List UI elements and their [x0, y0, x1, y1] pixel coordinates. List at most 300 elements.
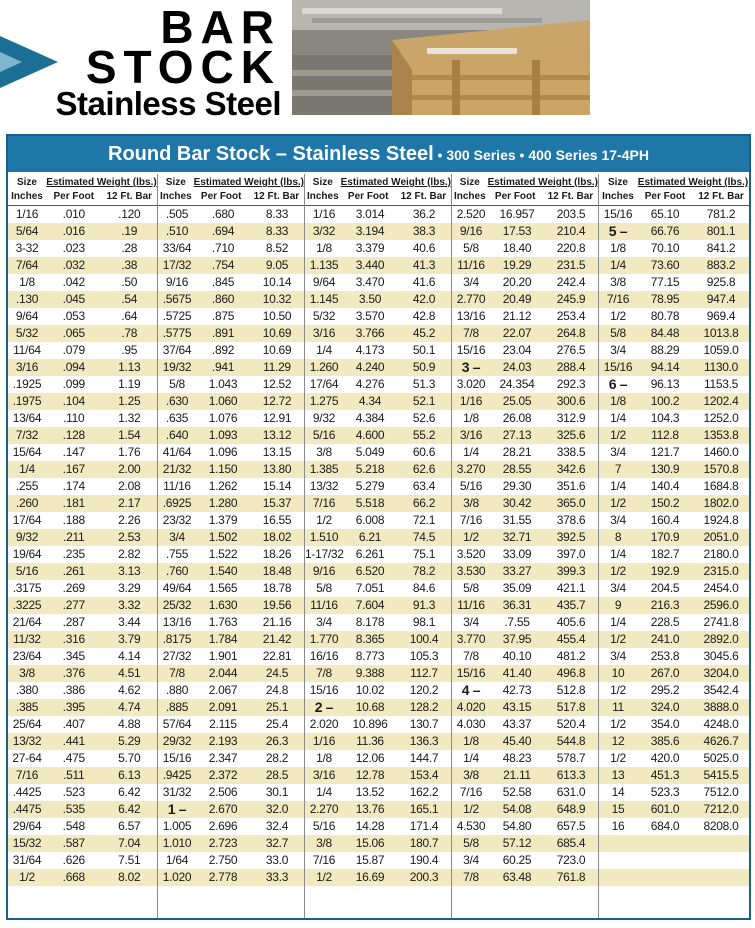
- size-cell: 3/16: [459, 428, 483, 442]
- bar-weight-cell: 15.14: [262, 479, 292, 493]
- table-row: [599, 427, 749, 444]
- bar-weight-cell: .38: [121, 258, 138, 272]
- table-row: [599, 461, 749, 478]
- size-cell: 17/64: [309, 377, 339, 391]
- size-header: [599, 176, 637, 205]
- per-foot-cell: 18.40: [502, 241, 532, 255]
- table-row: [599, 410, 749, 427]
- size-cell: 9: [614, 598, 622, 612]
- size-cell: 11/16: [457, 598, 485, 612]
- table-row: [305, 325, 451, 342]
- table-row: [452, 529, 598, 546]
- warehouse-crates-image: [292, 0, 590, 115]
- size-cell: 5/8: [316, 581, 332, 595]
- bar-weight-cell: 761.8: [556, 870, 586, 884]
- table-row: [8, 682, 157, 699]
- size-cell: 1/4: [316, 343, 332, 357]
- bar-weight-cell: 18.48: [262, 564, 292, 578]
- bar-weight-cell: 25.4: [265, 717, 289, 731]
- table-row: [158, 869, 304, 886]
- table-row: [305, 699, 451, 716]
- size-cell: 4 –: [461, 682, 481, 698]
- table-row: [452, 597, 598, 614]
- table-row: [599, 308, 749, 325]
- per-foot-cell: .386: [62, 683, 85, 697]
- size-cell: .260: [15, 496, 39, 510]
- bar-weight-cell: 30.1: [265, 785, 289, 799]
- bar-weight-cell: 517.8: [556, 700, 586, 714]
- bar-weight-cell: 3204.0: [703, 666, 739, 680]
- table-row: [305, 257, 451, 274]
- per-foot-cell: 2.044: [208, 666, 238, 680]
- per-foot-cell: 5.279: [355, 479, 385, 493]
- per-foot-cell: 1.096: [208, 445, 238, 459]
- bar-weight-cell: 13.80: [262, 462, 292, 476]
- table-row: [452, 631, 598, 648]
- per-foot-cell: 43.15: [502, 700, 532, 714]
- size-label: Size: [16, 177, 37, 188]
- table-row: [305, 223, 451, 240]
- size-cell: 10: [611, 666, 625, 680]
- per-foot-cell: 8.773: [355, 649, 385, 663]
- bar-weight-cell: 2454.0: [703, 581, 739, 595]
- column-header: [305, 174, 451, 206]
- table-row: [158, 733, 304, 750]
- per-foot-cell: 45.40: [502, 734, 532, 748]
- size-cell: 1/16: [459, 394, 483, 408]
- size-cell: 1/2: [610, 717, 626, 731]
- bar-weight-cell: 7212.0: [703, 802, 739, 816]
- table-row: [158, 835, 304, 852]
- per-foot-cell: 41.40: [502, 666, 532, 680]
- per-foot-cell: .523: [62, 785, 85, 799]
- bar-weight-cell: 1153.5: [703, 377, 738, 391]
- size-cell: .3175: [12, 581, 42, 595]
- table-row: [305, 801, 451, 818]
- size-cell: 1/16: [312, 734, 336, 748]
- size-header: [8, 176, 46, 205]
- size-cell: 3.020: [456, 377, 486, 391]
- bar-weight-cell: 8.02: [118, 870, 141, 884]
- per-foot-cell: 30.42: [502, 496, 532, 510]
- table-row: [452, 818, 598, 835]
- size-cell: 31/32: [162, 785, 192, 799]
- size-cell: 3/16: [312, 326, 336, 340]
- bar-weight-cell: 12.72: [262, 394, 292, 408]
- per-foot-label: Per Foot: [347, 191, 389, 202]
- table-row: [305, 852, 451, 869]
- size-cell: 17/64: [12, 513, 42, 527]
- table-row: [599, 257, 749, 274]
- per-foot-cell: .941: [211, 360, 235, 374]
- table-row: [158, 342, 304, 359]
- bar-weight-cell: 41.3: [412, 258, 436, 272]
- size-cell: 1/2: [19, 870, 35, 884]
- per-foot-cell: 42.73: [502, 683, 532, 697]
- size-cell: 5/8: [463, 836, 479, 850]
- table-row: [599, 699, 749, 716]
- size-cell: 15/64: [12, 445, 42, 459]
- size-cell: 1/2: [610, 428, 626, 442]
- table-row: [8, 410, 157, 427]
- bar-weight-cell: 33.0: [265, 853, 289, 867]
- per-foot-cell: 37.95: [502, 632, 532, 646]
- table-row: [599, 665, 749, 682]
- size-cell: .385: [15, 700, 39, 714]
- per-foot-cell: 21.12: [502, 309, 532, 323]
- per-foot-cell: 4.600: [355, 428, 385, 442]
- bar-weight-cell: 5025.0: [703, 751, 739, 765]
- bar-weight-cell: 300.6: [556, 394, 586, 408]
- bar-weight-cell: 2892.0: [703, 632, 739, 646]
- per-foot-cell: 112.8: [651, 428, 679, 442]
- per-foot-cell: 65.10: [650, 207, 680, 221]
- per-foot-cell: 4.384: [355, 411, 385, 425]
- bar-weight-cell: 264.8: [556, 326, 586, 340]
- table-row: [158, 461, 304, 478]
- per-foot-cell: 2.506: [208, 785, 238, 799]
- per-foot-cell: .875: [211, 309, 235, 323]
- per-foot-cell: 24.03: [502, 360, 532, 374]
- per-foot-cell: 57.12: [502, 836, 532, 850]
- table-row: [8, 563, 157, 580]
- table-row: [599, 614, 749, 631]
- table-row: [158, 648, 304, 665]
- bar-weight-cell: 144.7: [409, 751, 439, 765]
- per-foot-cell: 54.80: [502, 819, 532, 833]
- column-header: [158, 174, 304, 206]
- per-foot-cell: 80.78: [650, 309, 680, 323]
- size-label: Size: [165, 177, 186, 188]
- bar-weight-cell: 28.2: [265, 751, 289, 765]
- table-row: [8, 631, 157, 648]
- bar-weight-cell: 4.88: [118, 717, 141, 731]
- per-foot-cell: 32.71: [502, 530, 532, 544]
- size-cell: 1.145: [309, 292, 339, 306]
- size-cell: 1/8: [610, 394, 626, 408]
- bar-weight-cell: 2180.0: [703, 547, 739, 561]
- bar-weight-cell: 171.4: [409, 819, 439, 833]
- weight-subheaders: [488, 190, 598, 204]
- table-row: [158, 359, 304, 376]
- bar-weight-cell: 10.69: [262, 326, 292, 340]
- size-cell: 2.020: [309, 717, 339, 731]
- per-foot-cell: .065: [62, 326, 85, 340]
- bar-weight-cell: 62.6: [412, 462, 436, 476]
- bar-weight-cell: 60.6: [412, 445, 436, 459]
- size-cell: 15: [611, 802, 625, 816]
- table-row: [599, 512, 749, 529]
- bar-weight-cell: 496.8: [556, 666, 586, 680]
- size-cell: 27-64: [12, 751, 42, 765]
- table-row: [158, 410, 304, 427]
- table-row: [8, 257, 157, 274]
- size-cell: 29/32: [162, 734, 192, 748]
- table-row: [158, 665, 304, 682]
- table-row: [8, 852, 157, 869]
- size-cell: 3/16: [312, 768, 336, 782]
- bar-weight-cell: 19.56: [262, 598, 292, 612]
- per-foot-cell: 77.15: [650, 275, 680, 289]
- per-foot-cell: 4.240: [355, 360, 385, 374]
- estimated-weight-label: Estimated Weight (lbs.): [487, 177, 598, 188]
- bar-weight-cell: 10.50: [262, 309, 292, 323]
- size-cell: 3/8: [610, 275, 626, 289]
- bar-weight-cell: 18.26: [262, 547, 292, 561]
- size-cell: 3/4: [169, 530, 185, 544]
- bar-weight-cell: 8208.0: [703, 819, 739, 833]
- per-foot-cell: 3.440: [355, 258, 385, 272]
- per-foot-cell: 2.670: [208, 802, 238, 816]
- weight-subheaders: [46, 190, 157, 204]
- bar-weight-cell: 481.2: [556, 649, 586, 663]
- per-foot-cell: 20.20: [502, 275, 532, 289]
- bar-weight-cell: 72.1: [412, 513, 436, 527]
- table-row: [452, 376, 598, 393]
- table-row: [305, 750, 451, 767]
- size-cell: 11/16: [310, 598, 338, 612]
- per-foot-cell: 1.630: [208, 598, 238, 612]
- size-cell: 1.770: [309, 632, 339, 646]
- per-foot-cell: 3.50: [358, 292, 382, 306]
- bar-weight-cell: 130.7: [409, 717, 439, 731]
- bar-weight-cell: 153.4: [409, 768, 439, 782]
- per-foot-cell: 204.5: [650, 581, 680, 595]
- table-row: [8, 597, 157, 614]
- size-cell: 11/64: [13, 343, 41, 357]
- per-foot-cell: 28.55: [502, 462, 532, 476]
- table-row: [158, 563, 304, 580]
- per-foot-cell: 1.150: [208, 462, 238, 476]
- per-foot-cell: 4.173: [355, 343, 385, 357]
- table-column-2: [158, 174, 305, 918]
- table-row: [158, 223, 304, 240]
- per-foot-cell: 78.95: [650, 292, 680, 306]
- table-row: [599, 682, 749, 699]
- table-row: [599, 546, 749, 563]
- bar-weight-cell: 5.29: [118, 734, 141, 748]
- per-foot-cell: 48.23: [502, 751, 532, 765]
- table-columns: [8, 174, 749, 918]
- table-row: [305, 665, 451, 682]
- bar-weight-cell: 397.0: [556, 547, 586, 561]
- size-cell: 1/2: [610, 564, 626, 578]
- table-row: [305, 291, 451, 308]
- weight-header: [488, 176, 598, 205]
- table-row: [158, 801, 304, 818]
- per-foot-cell: 4.34: [358, 394, 382, 408]
- table-row: [158, 240, 304, 257]
- table-row: [452, 495, 598, 512]
- table-column-3: [305, 174, 452, 918]
- bar-weight-cell: 1353.8: [703, 428, 739, 442]
- per-foot-cell: 13.76: [355, 802, 385, 816]
- table-row: [8, 444, 157, 461]
- per-foot-cell: 60.25: [502, 853, 532, 867]
- size-cell: .1975: [12, 394, 42, 408]
- bar-weight-cell: 841.2: [706, 241, 736, 255]
- per-foot-cell: 2.696: [208, 819, 238, 833]
- table-row: [599, 716, 749, 733]
- size-cell: 5/16: [459, 479, 483, 493]
- size-cell: 17/32: [162, 258, 192, 272]
- per-foot-cell: 295.2: [650, 683, 680, 697]
- table-row: [599, 784, 749, 801]
- table-row: [305, 546, 451, 563]
- table-row: [158, 529, 304, 546]
- size-cell: 3/4: [463, 853, 479, 867]
- bar-weight-cell: 4.51: [118, 666, 141, 680]
- per-foot-cell: 6.261: [355, 547, 385, 561]
- per-foot-cell: .211: [63, 530, 85, 544]
- bar-weight-cell: 28.5: [265, 768, 289, 782]
- bar-weight-cell: .64: [121, 309, 138, 323]
- table-row: [158, 699, 304, 716]
- inches-label: Inches: [11, 191, 43, 202]
- table-row: [158, 257, 304, 274]
- size-cell: 25/32: [162, 598, 192, 612]
- bar-weight-cell: 74.5: [412, 530, 436, 544]
- table-row: [8, 818, 157, 835]
- bar-weight-cell: 180.7: [409, 836, 439, 850]
- table-row: [8, 478, 157, 495]
- size-cell: 5/8: [463, 241, 479, 255]
- per-foot-cell: 16.69: [355, 870, 385, 884]
- table-row: [452, 716, 598, 733]
- per-foot-cell: 43.37: [502, 717, 532, 731]
- estimated-weight-label: Estimated Weight (lbs.): [46, 177, 157, 188]
- bar-weight-cell: 13.12: [262, 428, 292, 442]
- size-header: [452, 176, 488, 205]
- twelve-ft-bar-label: 12 Ft. Bar: [253, 191, 300, 202]
- table-row: [305, 512, 451, 529]
- size-cell: 7/8: [463, 649, 479, 663]
- per-foot-cell: 10.02: [355, 683, 385, 697]
- size-cell: 1/4: [316, 785, 332, 799]
- size-cell: 1/2: [463, 802, 479, 816]
- size-cell: 15/16: [603, 360, 633, 374]
- bar-weight-cell: 578.7: [556, 751, 586, 765]
- table-row: [8, 665, 157, 682]
- bar-weight-cell: .78: [121, 326, 138, 340]
- bar-weight-cell: .28: [121, 241, 138, 255]
- size-cell: 3/4: [610, 445, 626, 459]
- table-row: [158, 597, 304, 614]
- bar-weight-cell: 685.4: [556, 836, 586, 850]
- table-row: [8, 342, 157, 359]
- size-cell: 3/4: [463, 615, 479, 629]
- table-row: [8, 580, 157, 597]
- table-row: [599, 563, 749, 580]
- table-row: [305, 240, 451, 257]
- size-cell: 1/4: [19, 462, 35, 476]
- bar-weight-cell: 4248.0: [703, 717, 739, 731]
- per-foot-cell: 13.52: [355, 785, 385, 799]
- per-foot-cell: 52.58: [502, 785, 532, 799]
- weight-subheaders: [194, 190, 304, 204]
- bar-weight-cell: 18.02: [262, 530, 292, 544]
- bar-weight-cell: 25.1: [265, 700, 289, 714]
- bar-weight-cell: 7.51: [118, 853, 141, 867]
- bar-weight-cell: 723.0: [556, 853, 586, 867]
- table-row: [599, 291, 749, 308]
- size-cell: 1/8: [463, 734, 479, 748]
- per-foot-cell: .104: [62, 394, 85, 408]
- bar-weight-cell: 3888.0: [703, 700, 739, 714]
- table-row: [452, 274, 598, 291]
- bar-weight-cell: 66.2: [412, 496, 436, 510]
- table-row: [305, 631, 451, 648]
- per-foot-cell: .535: [62, 802, 85, 816]
- per-foot-cell: 8.178: [355, 615, 385, 629]
- bar-weight-cell: 3.13: [118, 564, 141, 578]
- column-body: [305, 206, 451, 886]
- table-row: [452, 325, 598, 342]
- table-row: [452, 580, 598, 597]
- size-cell: 13/64: [12, 411, 42, 425]
- table-row: [8, 699, 157, 716]
- table-row: [8, 291, 157, 308]
- per-foot-cell: 24.354: [499, 377, 535, 391]
- weight-header: [194, 176, 304, 205]
- per-foot-cell: 63.48: [502, 870, 532, 884]
- table-row: [8, 648, 157, 665]
- per-foot-cell: 84.48: [650, 326, 680, 340]
- weight-subheaders: [637, 190, 749, 204]
- table-row: [8, 716, 157, 733]
- table-row: [305, 427, 451, 444]
- size-cell: 1/2: [610, 683, 626, 697]
- bar-weight-cell: 338.5: [556, 445, 586, 459]
- size-cell: .380: [15, 683, 39, 697]
- table-row: [8, 546, 157, 563]
- bar-weight-cell: 455.4: [556, 632, 586, 646]
- table-row: [305, 716, 451, 733]
- table-row: [8, 274, 157, 291]
- size-cell: 7/16: [459, 785, 483, 799]
- table-row: [599, 240, 749, 257]
- table-row: [158, 512, 304, 529]
- per-foot-cell: .395: [62, 700, 85, 714]
- bar-weight-cell: 220.8: [556, 241, 586, 255]
- size-cell: 9/16: [459, 224, 483, 238]
- per-foot-cell: .045: [62, 292, 85, 306]
- bar-weight-cell: 26.3: [265, 734, 289, 748]
- per-foot-cell: .269: [62, 581, 85, 595]
- size-cell: .5775: [162, 326, 192, 340]
- bar-weight-cell: 613.3: [556, 768, 586, 782]
- size-cell: 7/16: [312, 853, 336, 867]
- table-row: [599, 597, 749, 614]
- size-cell: .1925: [12, 377, 42, 391]
- size-cell: 3/32: [312, 224, 336, 238]
- size-cell: 1/8: [610, 241, 626, 255]
- table-row: [452, 308, 598, 325]
- size-cell: 13/16: [162, 615, 192, 629]
- per-foot-cell: .694: [211, 224, 235, 238]
- size-cell: 1/2: [463, 530, 479, 544]
- per-foot-cell: 2.750: [208, 853, 238, 867]
- bar-weight-cell: 22.81: [262, 649, 292, 663]
- size-header: [158, 176, 194, 205]
- size-label: Size: [607, 177, 628, 188]
- per-foot-cell: 3.766: [355, 326, 385, 340]
- bar-weight-cell: 210.4: [556, 224, 586, 238]
- per-foot-cell: 21.11: [503, 768, 531, 782]
- size-cell: 11/16: [457, 258, 485, 272]
- per-foot-cell: .680: [211, 207, 235, 221]
- column-header: [599, 174, 749, 206]
